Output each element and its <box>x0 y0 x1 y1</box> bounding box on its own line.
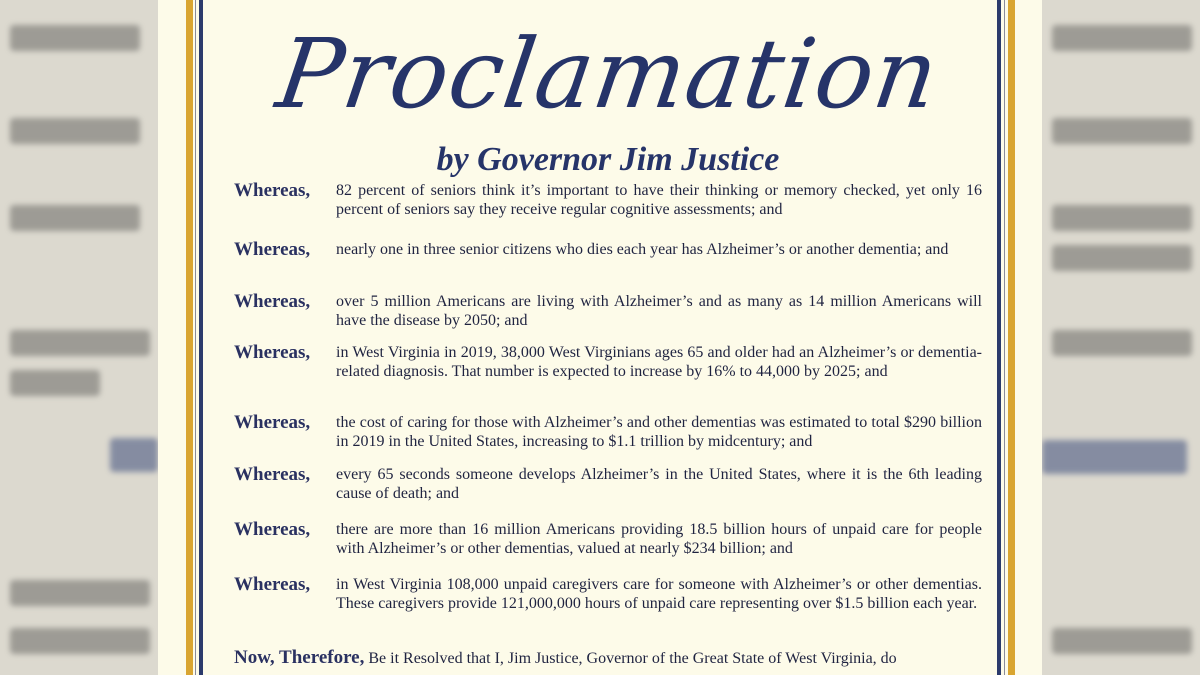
whereas-clauses <box>158 0 1042 675</box>
blurred-background-right <box>1042 0 1200 675</box>
proclamation-document <box>158 0 1042 675</box>
clause-keyword: Whereas, <box>234 342 311 363</box>
clause-text: every 65 seconds someone develops Alzheimer’s in the United States, where it is the 6th leading cause of death; and <box>336 466 982 502</box>
proclamation-title: Proclamation <box>270 18 946 130</box>
clause-keyword: Whereas, <box>234 412 311 433</box>
clause-text: 82 percent of seniors think it’s important to have their thinking or memory checked, yet only 16 percent of seniors say they receive regular cognitive assessments; and <box>336 182 982 218</box>
clause-text: over 5 million Americans are living with Alzheimer’s and as many as 14 million Americans will have the disease by 2050; and <box>336 293 982 329</box>
clause-keyword: Whereas, <box>234 464 311 485</box>
proclamation-subtitle: by Governor Jim Justice <box>436 141 780 178</box>
blurred-background-left <box>0 0 158 675</box>
resolution-text: Be it Resolved that I, Jim Justice, Governor of the Great State of West Virginia, do <box>368 650 897 667</box>
clause-keyword: Whereas, <box>234 574 311 595</box>
clause-keyword: Whereas, <box>234 180 311 201</box>
resolution-keyword: Now, Therefore, <box>234 647 365 668</box>
clause-text: in West Virginia in 2019, 38,000 West Virginians ages 65 and older had an Alzheimer’s or dementia-related diagnosis. That number is expected to increase by 16% to 44,000 by 2025; and <box>336 344 982 380</box>
clause-keyword: Whereas, <box>234 519 311 540</box>
resolution-clause <box>234 647 984 669</box>
clause-text: in West Virginia 108,000 unpaid caregivers care for someone with Alzheimer’s or other dementias. These caregivers provide 121,000,000 hours of unpaid care representing over $1.5 billion each year. <box>336 576 982 612</box>
clause-text: the cost of caring for those with Alzheimer’s and other dementias was estimated to total $290 billion in 2019 in the United States, increasing to $1.1 trillion by midcentury; and <box>336 414 982 450</box>
clause-text: nearly one in three senior citizens who dies each year has Alzheimer’s or another dementia; and <box>336 241 949 258</box>
clause-keyword: Whereas, <box>234 291 311 312</box>
clause-text: there are more than 16 million Americans providing 18.5 billion hours of unpaid care for people with Alzheimer’s or other dementias, valued at nearly $234 billion; and <box>336 521 982 557</box>
clause-keyword: Whereas, <box>234 239 311 260</box>
